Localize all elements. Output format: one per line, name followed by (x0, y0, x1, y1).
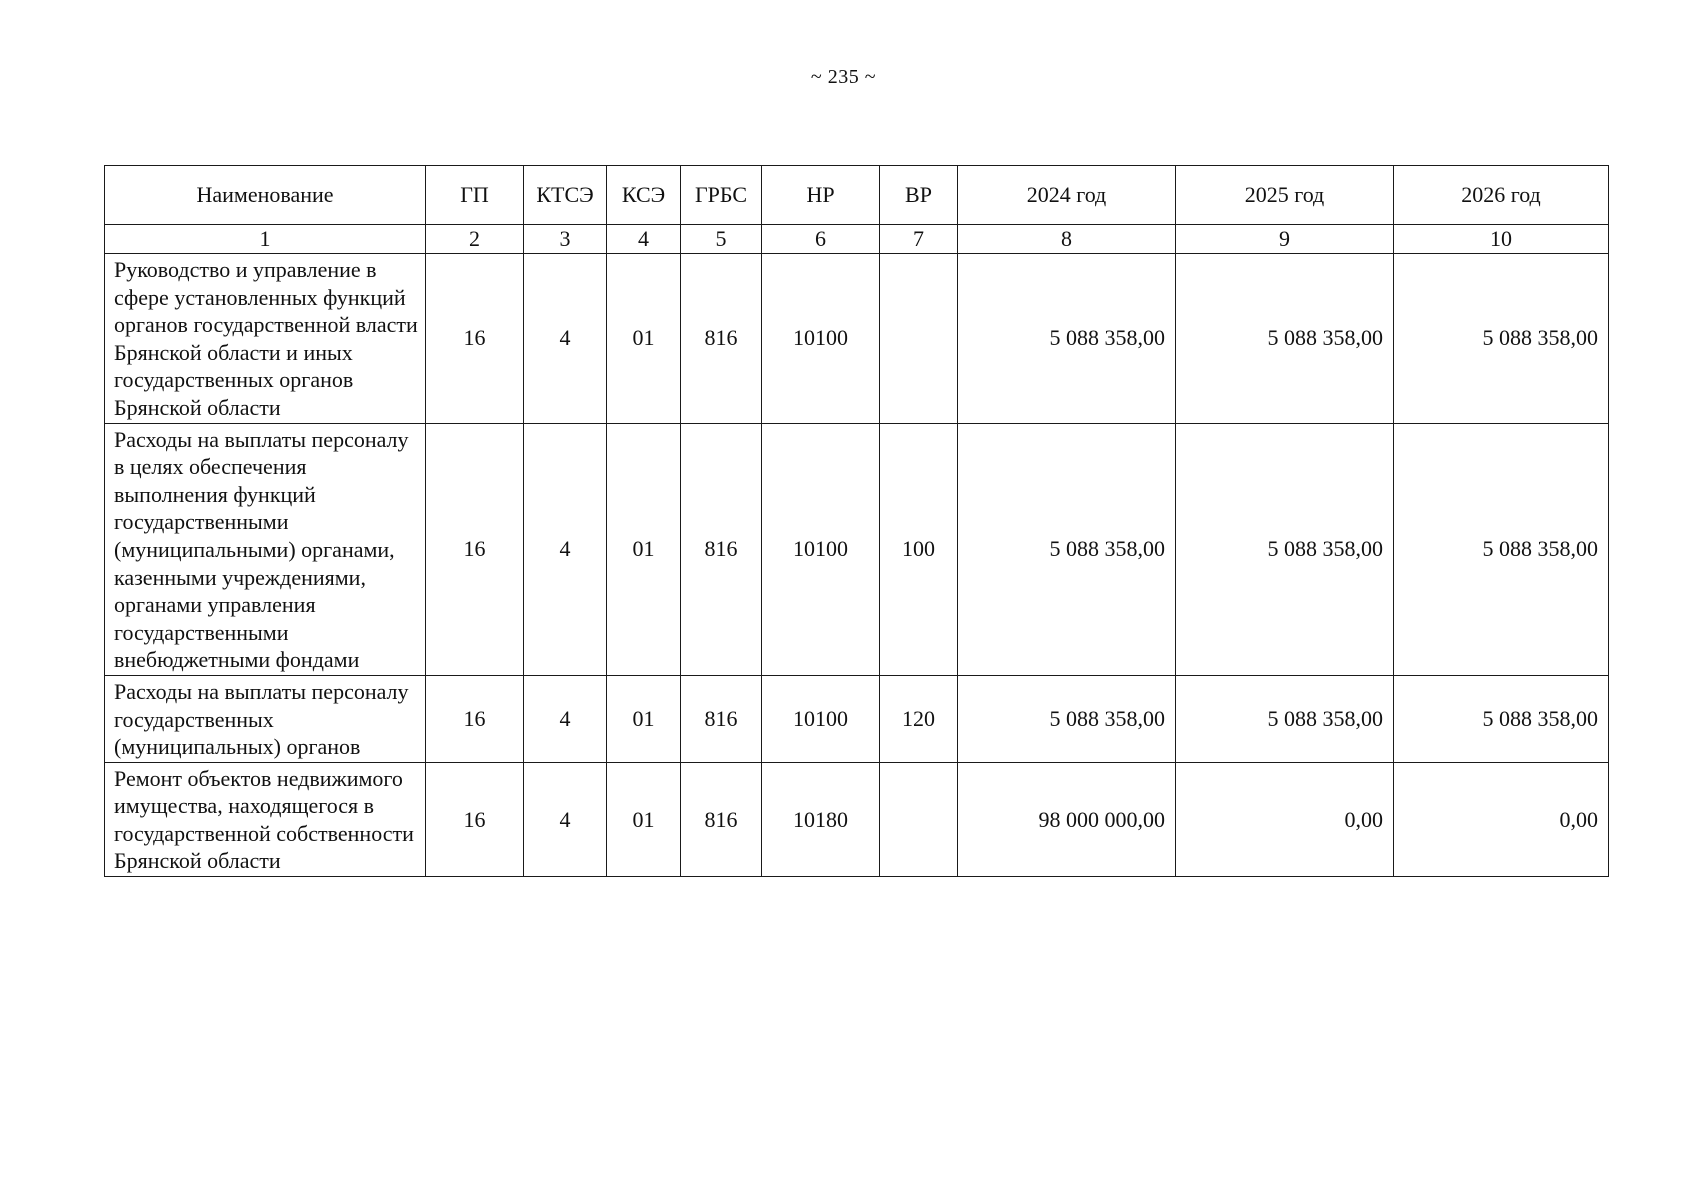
row-nr: 10100 (762, 423, 880, 675)
row-gp: 16 (426, 254, 524, 424)
table-row (105, 423, 1609, 675)
row-nr: 10180 (762, 762, 880, 876)
row-kse: 01 (607, 762, 681, 876)
row-ktse: 4 (524, 762, 607, 876)
row-amount-2026: 0,00 (1394, 762, 1609, 876)
row-amount-2024: 5 088 358,00 (958, 675, 1176, 762)
header-name: Наименование (105, 166, 426, 225)
column-number-row (105, 225, 1609, 254)
row-nr: 10100 (762, 254, 880, 424)
column-number: 7 (880, 225, 958, 254)
row-grbs: 816 (681, 423, 762, 675)
row-amount-2024: 5 088 358,00 (958, 423, 1176, 675)
column-number: 8 (958, 225, 1176, 254)
row-amount-2025: 0,00 (1176, 762, 1394, 876)
header-2026: 2026 год (1394, 166, 1609, 225)
row-name: Руководство и управление в сфере установленных функций органов государственной власти Брянской области и иных государственных органов Брянской области (105, 254, 426, 424)
header-grbs: ГРБС (681, 166, 762, 225)
table-row (105, 254, 1609, 424)
row-amount-2024: 5 088 358,00 (958, 254, 1176, 424)
row-amount-2025: 5 088 358,00 (1176, 423, 1394, 675)
row-amount-2025: 5 088 358,00 (1176, 675, 1394, 762)
row-grbs: 816 (681, 762, 762, 876)
header-gp: ГП (426, 166, 524, 225)
column-number: 1 (105, 225, 426, 254)
row-kse: 01 (607, 423, 681, 675)
row-name: Расходы на выплаты персоналу государственных (муниципальных) органов (105, 675, 426, 762)
header-2025: 2025 год (1176, 166, 1394, 225)
column-number: 9 (1176, 225, 1394, 254)
page-number: ~ 235 ~ (810, 66, 877, 88)
row-vr: 120 (880, 675, 958, 762)
row-amount-2025: 5 088 358,00 (1176, 254, 1394, 424)
row-ktse: 4 (524, 423, 607, 675)
column-number: 10 (1394, 225, 1609, 254)
row-name: Расходы на выплаты персоналу в целях обеспечения выполнения функций государственными (муниципальными) органами, казенными учреждениями, органами управления государственными внебюджетными фондами (105, 423, 426, 675)
row-amount-2024: 98 000 000,00 (958, 762, 1176, 876)
row-gp: 16 (426, 762, 524, 876)
table-row (105, 675, 1609, 762)
row-vr (880, 254, 958, 424)
budget-table (104, 165, 1609, 877)
column-number: 2 (426, 225, 524, 254)
row-name: Ремонт объектов недвижимого имущества, находящегося в государственной собственности Брянской области (105, 762, 426, 876)
column-number: 6 (762, 225, 880, 254)
row-ktse: 4 (524, 675, 607, 762)
table-header-row (105, 166, 1609, 225)
row-gp: 16 (426, 675, 524, 762)
row-vr: 100 (880, 423, 958, 675)
row-amount-2026: 5 088 358,00 (1394, 675, 1609, 762)
header-2024: 2024 год (958, 166, 1176, 225)
row-ktse: 4 (524, 254, 607, 424)
row-kse: 01 (607, 254, 681, 424)
column-number: 4 (607, 225, 681, 254)
row-kse: 01 (607, 675, 681, 762)
header-nr: НР (762, 166, 880, 225)
header-ktse: КТСЭ (524, 166, 607, 225)
row-amount-2026: 5 088 358,00 (1394, 254, 1609, 424)
table-row (105, 762, 1609, 876)
row-grbs: 816 (681, 254, 762, 424)
row-gp: 16 (426, 423, 524, 675)
column-number: 5 (681, 225, 762, 254)
row-grbs: 816 (681, 675, 762, 762)
column-number: 3 (524, 225, 607, 254)
row-amount-2026: 5 088 358,00 (1394, 423, 1609, 675)
header-vr: ВР (880, 166, 958, 225)
header-kse: КСЭ (607, 166, 681, 225)
row-nr: 10100 (762, 675, 880, 762)
row-vr (880, 762, 958, 876)
